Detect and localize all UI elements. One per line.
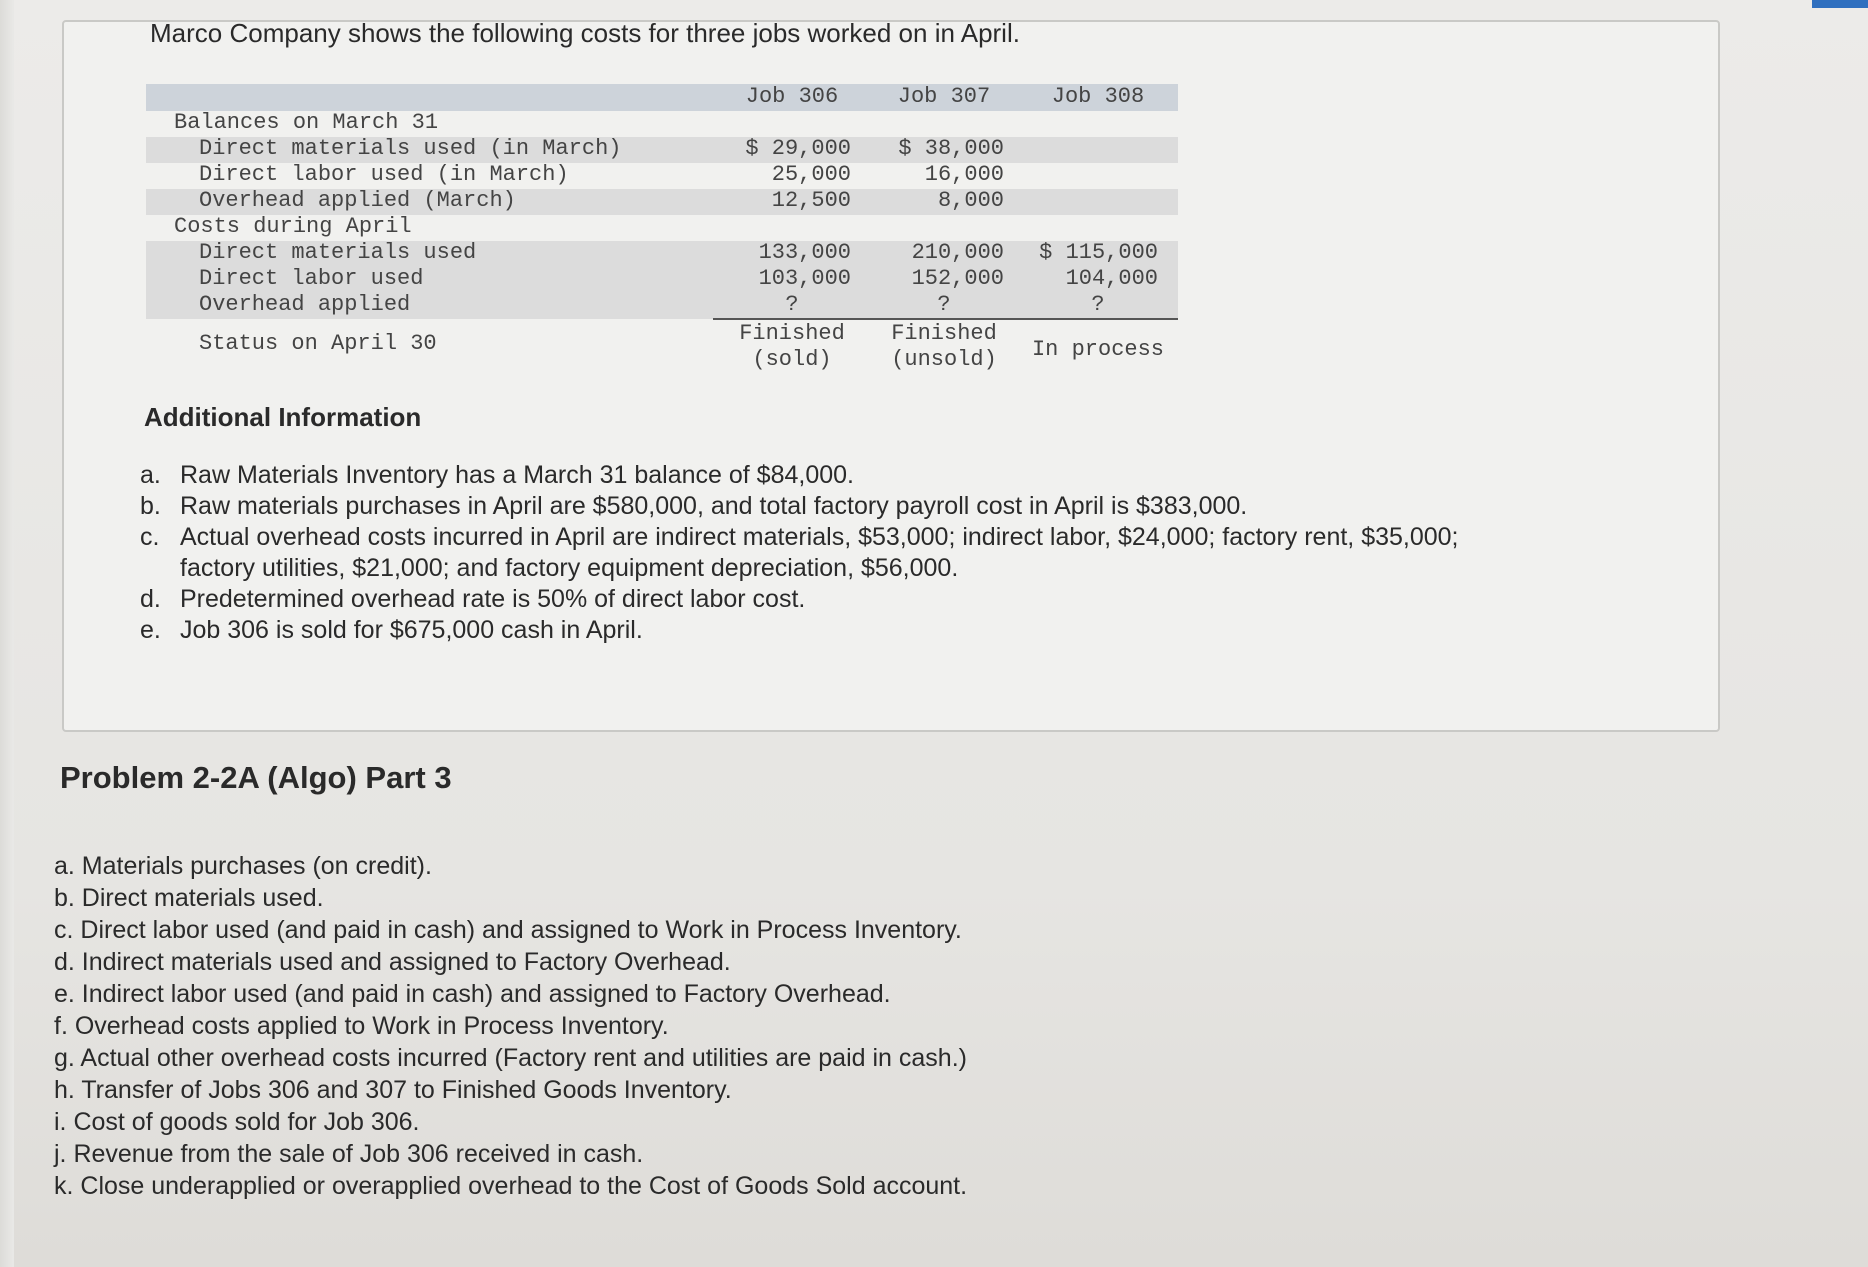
list-item: k. Close underapplied or overapplied overhead to the Cost of Goods Sold account. [54,1172,968,1200]
cell-value: 152,000 [911,266,1004,291]
item-text: Raw Materials Inventory has a March 31 balance of $84,000. [180,461,854,489]
status-job-307: Finished [891,321,997,346]
list-item: c. Direct labor used (and paid in cash) and assigned to Work in Process Inventory. [54,916,962,944]
item-letter: e. [140,616,161,644]
cell-value: ? [785,292,799,317]
part-title: Problem 2-2A (Algo) Part 3 [60,760,452,795]
intro-text: Marco Company shows the following costs for three jobs worked on in April. [150,18,1020,48]
status-label: Status on April 30 [199,331,437,356]
cell-value: ? [1091,292,1105,317]
cell-value: 12,500 [771,188,851,213]
list-item: e. Indirect labor used (and paid in cash) and assigned to Factory Overhead. [54,980,891,1008]
item-text: Predetermined overhead rate is 50% of direct labor cost. [180,585,806,613]
status-job-307-detail: (unsold) [891,347,997,372]
row-label: Direct materials used [199,240,477,265]
cell-value: $ 38,000 [898,136,1004,161]
column-header-job-307: Job 307 [897,84,991,109]
cell-value: 104,000 [1065,266,1158,291]
list-item: b. Direct materials used. [54,884,324,912]
item-letter: c. [140,523,160,551]
journal-steps-list [54,850,967,1202]
top-accent-bar [1812,0,1868,8]
item-text: Raw materials purchases in April are $580,000, and total factory payroll cost in April is $383,000. [180,492,1248,520]
list-item [140,584,1459,615]
item-letter: b. [140,492,161,520]
row-label: Overhead applied (March) [199,188,516,213]
list-item [140,460,1459,491]
cell-value: $ 29,000 [745,136,851,161]
list-item: f. Overhead costs applied to Work in Process Inventory. [54,1012,669,1040]
list-item [140,491,1459,522]
column-header-job-306: Job 306 [745,84,839,109]
row-label: Overhead applied [199,292,411,317]
cell-value: 16,000 [924,162,1004,187]
list-item-continuation [140,553,1459,584]
list-item [140,615,1459,646]
cell-value: $ 115,000 [1039,240,1158,265]
table-header-bar [146,84,1178,111]
cell-value: ? [937,292,951,317]
list-item: i. Cost of goods sold for Job 306. [54,1108,420,1136]
cell-value: 133,000 [758,240,851,265]
item-text: Actual overhead costs incurred in April are indirect materials, $53,000; indirect labor, $24,000; factory rent, $35,000; [180,523,1459,551]
list-item [140,522,1459,553]
cell-value: 210,000 [911,240,1004,265]
left-edge [0,0,14,1267]
status-job-306: Finished [739,321,845,346]
item-text: Job 306 is sold for $675,000 cash in April. [180,616,643,644]
cell-value: 103,000 [758,266,851,291]
total-rule [713,318,1178,320]
list-item: d. Indirect materials used and assigned to Factory Overhead. [54,948,731,976]
additional-info-title: Additional Information [144,402,422,432]
list-item: g. Actual other overhead costs incurred (Factory rent and utilities are paid in cash.) [54,1044,967,1072]
row-label: Direct materials used (in March) [199,136,622,161]
list-item: j. Revenue from the sale of Job 306 received in cash. [54,1140,644,1168]
list-item: h. Transfer of Jobs 306 and 307 to Finished Goods Inventory. [54,1076,732,1104]
section-label-march: Balances on March 31 [174,110,439,135]
section-label-april: Costs during April [174,214,412,239]
item-text: factory utilities, $21,000; and factory equipment depreciation, $56,000. [180,554,959,582]
cell-value: 25,000 [771,162,851,187]
row-label: Direct labor used [199,266,424,291]
status-job-308: In process [1031,337,1165,362]
list-item: a. Materials purchases (on credit). [54,852,432,880]
item-letter: d. [140,585,161,613]
status-job-306-detail: (sold) [752,347,832,372]
column-header-job-308: Job 308 [1051,84,1145,109]
additional-info-list [140,460,1459,646]
item-letter: a. [140,461,161,489]
row-label: Direct labor used (in March) [199,162,569,187]
cell-value: 8,000 [937,188,1004,213]
